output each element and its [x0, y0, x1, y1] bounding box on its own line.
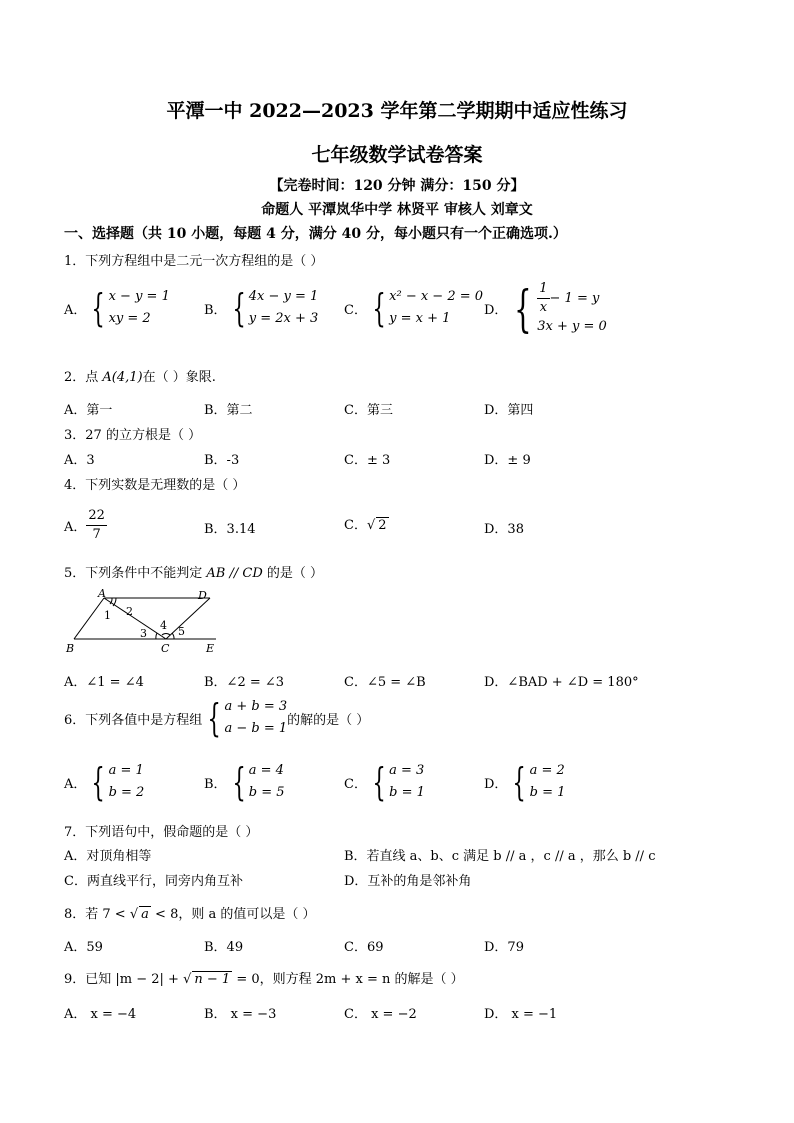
question-2-stem: 2．点 A(4,1)在（ ）象限.	[64, 370, 216, 385]
q1-option-d: D． { $\frac{1}{x}$ − 1 = y 3x + y = 0	[484, 279, 607, 338]
angle-label-1: 1	[104, 609, 111, 622]
q4-option-a: A． $\frac{22}{7}$	[64, 508, 105, 542]
label-c: C	[161, 642, 170, 655]
q2-option-b: B．第二	[204, 403, 253, 418]
question-9-stem: 9．已知 |m − 2| + √ n − 1 = 0，则方程 2m + x = n 的解是（ ）	[64, 972, 464, 987]
q2-option-c: C．第三	[344, 403, 393, 418]
brace-icon: {	[232, 286, 246, 330]
q2-option-d: D．第四	[484, 403, 534, 418]
q6-option-b: B． { a = 4 b = 5	[204, 760, 285, 804]
q6-option-d: D． { a = 2 b = 1	[484, 760, 566, 804]
q5-option-a: A．∠1 = ∠4	[64, 675, 144, 690]
q9-option-a: A． x = −4	[64, 1007, 137, 1022]
angle-label-4: 4	[160, 619, 167, 632]
segment-cd	[166, 598, 210, 639]
section-heading: 一、选择题（共 10 小题，每题 4 分，满分 40 分，每小题只有一个正确选项.）	[64, 226, 567, 242]
sqrt-icon: √	[366, 518, 376, 533]
question-3-stem: 3．27 的立方根是（ ）	[64, 428, 202, 443]
q8-option-d: D．79	[484, 940, 524, 955]
label-d: D	[198, 589, 207, 602]
page-title: 平潭一中 2022—2023 学年第二学期期中适应性练习	[166, 100, 628, 122]
brace-icon: {	[207, 696, 222, 740]
q8-option-a: A．59	[64, 940, 103, 955]
brace-icon: {	[512, 760, 527, 804]
q4-option-d: D．38	[484, 522, 524, 537]
question-8-stem: 8．若 7 < √ a < 8，则 a 的值可以是（ ）	[64, 907, 316, 922]
q7-option-d: D．互补的角是邻补角	[344, 874, 472, 889]
q1-option-a: A． { x − y = 1 xy = 2	[64, 286, 170, 330]
angle-label-2: 2	[126, 605, 133, 618]
angle-arc-2	[113, 598, 116, 606]
q1-option-c: C． { x² − x − 2 = 0 y = x + 1	[344, 286, 484, 330]
brace-icon: {	[372, 286, 386, 330]
sqrt-icon: √	[129, 907, 139, 922]
q6-option-a: A． { a = 1 b = 2	[64, 760, 145, 804]
sqrt-icon: √	[183, 972, 192, 987]
q9-option-d: D． x = −1	[484, 1007, 558, 1022]
q2-option-a: A．第一	[64, 403, 113, 418]
q8-option-c: C．69	[344, 940, 384, 955]
question-7-stem: 7．下列语句中，假命题的是（ ）	[64, 825, 259, 840]
q3-option-b: B．-3	[204, 453, 240, 468]
time-info: 【完卷时间：120 分钟 满分：150 分】	[269, 178, 525, 194]
q3-option-d: D．± 9	[484, 453, 531, 468]
q4-option-c: C．√ 2	[344, 518, 387, 533]
q9-option-b: B． x = −3	[204, 1007, 277, 1022]
angle-arc-4	[162, 633, 170, 635]
label-b: B	[66, 642, 75, 655]
label-a: A	[98, 588, 106, 600]
q5-option-d: D．∠BAD + ∠D = 180°	[484, 675, 639, 690]
authors-line: 命题人 平潭岚华中学 林贤平 审核人 刘章文	[261, 202, 533, 218]
q7-option-b: B．若直线 a、b、c 满足 b // a ，c // a ，那么 b // c	[344, 849, 656, 864]
parallelogram-figure	[60, 588, 230, 656]
question-1-stem: 1．下列方程组中是二元一次方程组的是（ ）	[64, 254, 324, 269]
page-subtitle: 七年级数学试卷答案	[311, 144, 483, 166]
segment-ab	[74, 598, 104, 639]
question-4-stem: 4．下列实数是无理数的是（ ）	[64, 478, 246, 493]
brace-icon: {	[232, 760, 246, 804]
label-e: E	[206, 642, 215, 655]
q1-option-b: B． { 4x − y = 1 y = 2x + 3	[204, 286, 319, 330]
question-6-stem: 6．下列各值中是方程组 { a + b = 3 a − b = 1 的解的是（ ）	[64, 696, 370, 740]
q7-option-c: C．两直线平行，同旁内角互补	[64, 874, 243, 889]
q4-option-b: B．3.14	[204, 522, 256, 537]
angle-label-3: 3	[140, 627, 147, 640]
q5-option-c: C．∠5 = ∠B	[344, 675, 426, 690]
angle-arc-3	[156, 633, 157, 639]
q7-option-a: A．对顶角相等	[64, 849, 152, 864]
q3-option-a: A．3	[64, 453, 95, 468]
brace-icon: {	[91, 286, 106, 330]
q8-option-b: B．49	[204, 940, 244, 955]
q9-option-c: C． x = −2	[344, 1007, 417, 1022]
brace-icon: {	[91, 760, 106, 804]
brace-icon: {	[514, 279, 533, 338]
q6-option-c: C． { a = 3 b = 1	[344, 760, 425, 804]
q3-option-c: C．± 3	[344, 453, 391, 468]
question-5-stem: 5．下列条件中不能判定 AB // CD 的是（ ）	[64, 566, 324, 581]
angle-arc-5	[172, 633, 174, 639]
q5-option-b: B．∠2 = ∠3	[204, 675, 285, 690]
angle-label-5: 5	[178, 625, 185, 638]
brace-icon: {	[372, 760, 386, 804]
